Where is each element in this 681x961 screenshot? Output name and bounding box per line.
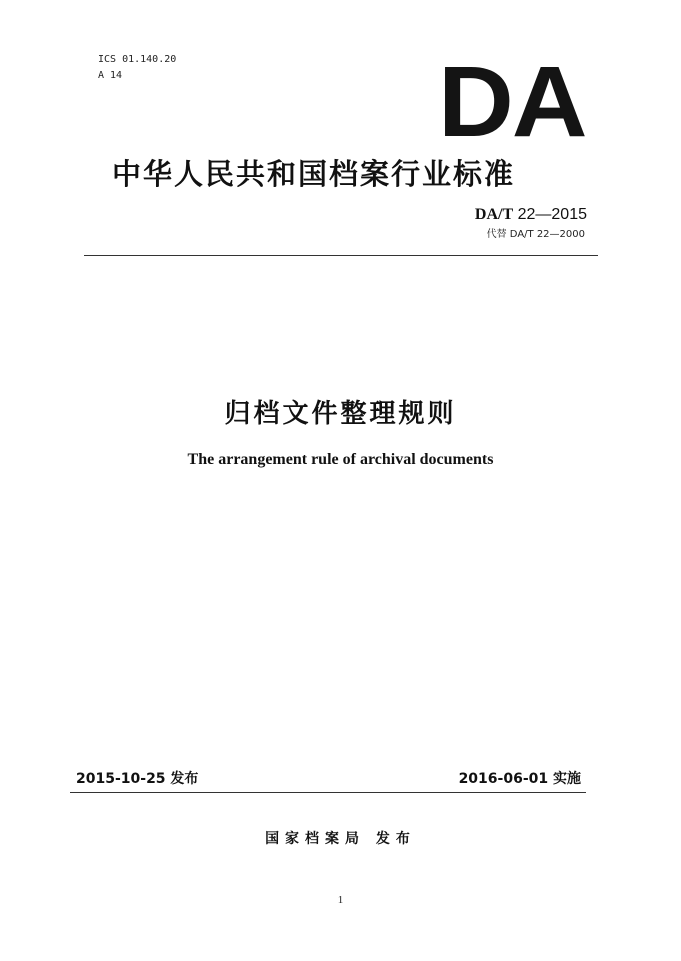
page-number: 1 bbox=[337, 894, 344, 906]
replaces-note: 代替 DA/T 22—2000 bbox=[486, 229, 585, 240]
document-title-chinese: 归档文件整理规则 bbox=[224, 399, 457, 429]
ccs-code: A 14 bbox=[98, 70, 123, 81]
standard-code: DA/T bbox=[474, 206, 514, 223]
standard-number bbox=[475, 205, 587, 225]
da-logo: DA bbox=[437, 46, 585, 158]
document-title-english: The arrangement rule of archival documents bbox=[187, 451, 494, 468]
top-divider bbox=[84, 255, 598, 256]
standard-type-title: 中华人民共和国档案行业标准 bbox=[112, 157, 516, 191]
bottom-divider bbox=[70, 792, 586, 793]
standard-number-value: 22—2015 bbox=[517, 206, 587, 223]
implementation-date: 2016-06-01 实施 bbox=[458, 771, 581, 787]
issuing-authority: 国家档案局 发布 bbox=[265, 831, 416, 847]
ics-code: ICS 01.140.20 bbox=[98, 54, 177, 65]
issue-date: 2015-10-25 发布 bbox=[76, 771, 199, 787]
